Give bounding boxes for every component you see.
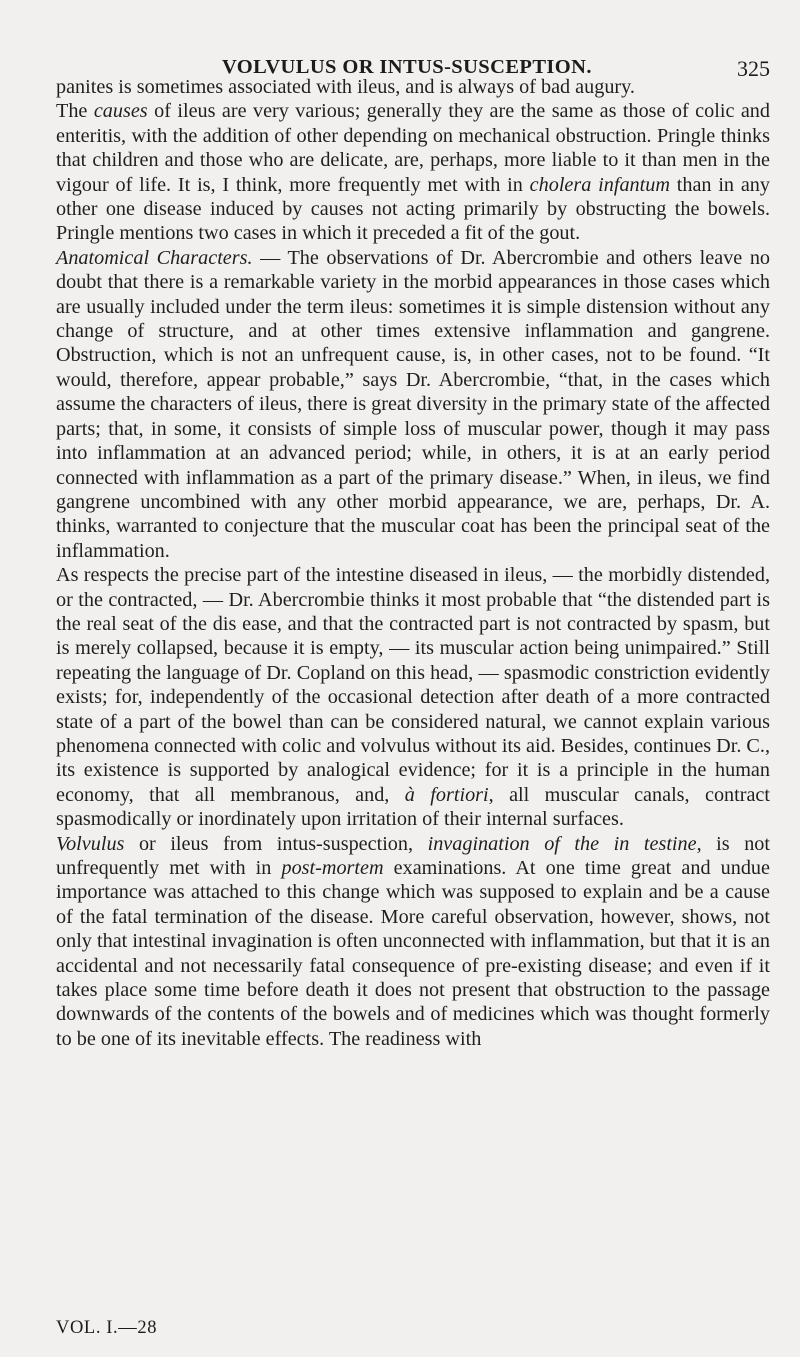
text-run: The bbox=[56, 100, 94, 123]
italic-text: causes bbox=[93, 100, 148, 123]
running-head: VOLVULUS OR INTUS-SUSCEPTION. bbox=[222, 56, 592, 78]
paragraph bbox=[56, 75, 770, 99]
paragraph bbox=[56, 99, 770, 245]
text-run: , is not unfrequently met with in bbox=[56, 832, 770, 879]
paragraph bbox=[56, 832, 770, 1052]
paragraph bbox=[56, 246, 770, 563]
italic-text: invagination of the in testine bbox=[427, 832, 697, 855]
text-run: than in any other one disease induced by causes not acting primarily by obstructing the bowels. Pringle mentions two cases in which it preceded a fit of the gout. bbox=[56, 173, 770, 245]
paragraph bbox=[56, 563, 770, 831]
text-run: or ileus from intus-suspection, bbox=[124, 832, 428, 855]
text-run: panites is sometimes associated with ileus, and is always of bad augury. bbox=[56, 76, 635, 98]
body-text bbox=[56, 75, 770, 1051]
text-run: examinations. At one time great and undue importance was attached to this change which was supposed to explain and be a cause of the fatal termination of the disease. More careful observation, however, shows, not only that intestinal invagination is often unconnected with inflammation, but that it is an accidental and not necessarily fatal consequence of pre-existing disease; and even if it takes place some time before death it does not present that obstruction to the passage downwards of the contents of the bowels and of medicines which was thought formerly to be one of its inevitable effects. The readiness with bbox=[56, 857, 770, 1050]
italic-text: post-mortem bbox=[281, 857, 384, 879]
text-run: — The observations of Dr. Abercrombie and others leave no doubt that there is a remarkable variety in the morbid appearances in those cases which are usually included under the term ileus: sometimes it is simple distension without any change of structure, and at other times extensive inflammation and gangrene. Obstruction, which is not an unfrequent cause, is, in other cases, not to be found. “It would, therefore, appear probable,” says Dr. Abercrombie, “that, in the cases which assume the characters of ileus, there is great diversity in the primary state of the affected parts; that, in some, it consists of simple loss of muscular power, though it may pass into inflammation at an advanced period; while, in others, it is at an early period connected with inflammation as a part of the primary disease.” When, in ileus, we find gangrene uncombined with any other morbid appearance, we are, perhaps, Dr. A. thinks, warranted to conjecture that the muscular coat has been the principal seat of the inflammation. bbox=[56, 246, 771, 562]
text-run: , all muscular canals, contract spasmodically or inordinately upon irritation of their internal surfaces. bbox=[56, 783, 770, 831]
page-number: 325 bbox=[737, 56, 770, 81]
italic-text: à fortiori bbox=[404, 783, 489, 806]
italic-text: cholera infantum bbox=[529, 173, 670, 196]
italic-text: Anatomical Characters. bbox=[56, 246, 253, 269]
text-run: of ileus are very various; generally they are the same as those of colic and enteritis, with the addition of other depending on mechanical obstruction. Pringle thinks that children and those who are delicate, are, perhaps, more liable to it than men in the vigour of life. It is, I think, more frequently met with in bbox=[56, 100, 770, 196]
text-run: As respects the precise part of the intestine diseased in ileus, — the morbidly distended, or the contracted, — Dr. Abercrombie thinks it most probable that “the distended part is the real seat of the dis ease, and that the contracted part is not contracted by spasm, but is merely collapsed, because it is empty, — its muscular action being unimpaired.” Still repeating the language of Dr. Copland on this head, — spasmodic constriction evidently exists; for, independently of the occasional detection after death of a more contracted state of a part of the bowel than can be considered natural, we cannot explain various phenomena connected with colic and volvulus without its aid. Besides, continues Dr. C., its existence is supported by analogical evidence; for it is a principle in the human economy, that all membranous, and, bbox=[56, 564, 770, 806]
signature-line: VOL. I.—28 bbox=[56, 1318, 158, 1338]
italic-text: Volvulus bbox=[56, 832, 125, 855]
